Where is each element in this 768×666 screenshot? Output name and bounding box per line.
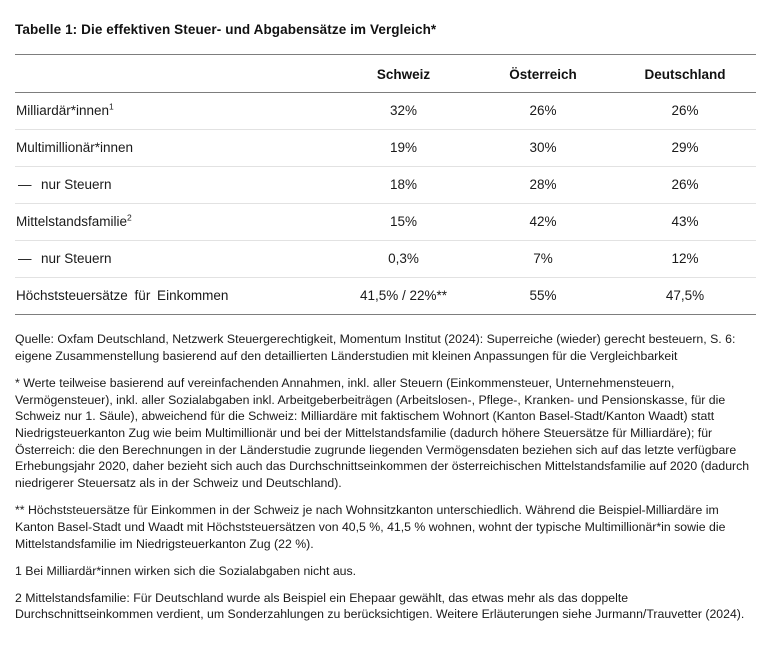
cell-austria: 7% <box>472 241 614 278</box>
footnote-marker: 2 <box>127 212 132 223</box>
row-label <box>15 241 335 278</box>
column-header-label <box>15 55 335 93</box>
cell-switzerland: 15% <box>335 204 472 241</box>
cell-germany: 29% <box>614 130 756 167</box>
note-double-asterisk: ** Höchststeuersätze für Einkommen in der Schweiz je nach Wohnsitzkanton unterschiedlich. Während die Beispiel-Milliardäre im Kanton Basel-Stadt und Waadt mit Höchststeuersätzen von 40,5 %, 41,5 % wohnen, wohnt der typische Multimillionär*in sowie die Mittelstandsfamilie im Niedrigsteuerkanton Zug (22 %). <box>15 503 726 551</box>
row-label-text: Mittelstandsfamilie <box>16 214 128 229</box>
table-row <box>15 204 756 241</box>
cell-switzerland: 19% <box>335 130 472 167</box>
cell-germany: 47,5% <box>614 278 756 315</box>
table-header-row <box>15 55 756 93</box>
column-header-germany: Deutschland <box>614 55 756 93</box>
row-label-text: nur Steuern <box>41 251 112 266</box>
footnote-marker: 1 <box>109 101 114 112</box>
row-label <box>15 93 335 130</box>
table-row <box>15 241 756 278</box>
table-row <box>15 278 756 315</box>
note-asterisk: * Werte teilweise basierend auf vereinfachenden Annahmen, inkl. aller Steuern (Einkommensteuer, Unternehmensteuern, Vermögensteuer), inkl. aller Sozialabgaben inkl. Arbeitgeberbeiträgen (Arbeitslosen-, Pflege-, Kranken- und Pensionskasse, für die Schweiz nur 1. Säule), abweichend für die Schweiz: Milliardäre mit faktischem Wohnort (Kanton Basel-Stadt/Kanton Waadt) statt Niedrigsteuerkanton Zug wie beim Multimillionär und bei der Mittelstandsfamilie (dadurch höhere Steuersätze für Milliardäre); für Österreich: die den Berechnungen in der Länderstudie zugrunde liegenden Vermögensdaten beziehen sich auf das letzte verfügbare Erhebungsjahr 2020, daher bezieht sich auch das Durchschnittseinkommen der österreichischen Mittelstandsfamilie auf 2020 (dadurch niedrigerer Steuersatz als in der Schweiz und Deutschland). <box>15 376 750 490</box>
cell-switzerland: 18% <box>335 167 472 204</box>
cell-austria: 42% <box>472 204 614 241</box>
row-label <box>15 167 335 204</box>
cell-austria: 30% <box>472 130 614 167</box>
table-row <box>15 93 756 130</box>
cell-austria: 28% <box>472 167 614 204</box>
cell-germany: 26% <box>614 167 756 204</box>
table-row <box>15 167 756 204</box>
cell-germany: 26% <box>614 93 756 130</box>
note-footnote-2: 2 Mittelstandsfamilie: Für Deutschland wurde als Beispiel ein Ehepaar gewählt, das etwas mehr als das doppelte Durchschnittseinkommen verdient, um Sonderzahlungen zu berücksichtigen. Weitere Erläuterungen siehe Jurmann/Trauvetter (2024). <box>15 590 745 622</box>
cell-austria: 26% <box>472 93 614 130</box>
cell-austria: 55% <box>472 278 614 315</box>
row-label <box>15 130 335 167</box>
note-source: Quelle: Oxfam Deutschland, Netzwerk Steuergerechtigkeit, Momentum Institut (2024): Superreiche (wieder) gerecht besteuern, S. 6: eigene Zusammenstellung basierend auf den detaillierten Länderstudien mit kleinen Anpassungen für die Vergleichbarkeit <box>15 332 736 363</box>
sub-row-dash-icon: — <box>18 177 32 192</box>
table-header <box>15 55 756 93</box>
column-header-switzerland: Schweiz <box>335 55 472 93</box>
row-label-text: Milliardär*innen <box>16 103 110 118</box>
table-row <box>15 130 756 167</box>
row-label <box>15 278 335 315</box>
cell-switzerland: 32% <box>335 93 472 130</box>
note-footnote-1: 1 Bei Milliardär*innen wirken sich die Sozialabgaben nicht aus. <box>15 564 357 579</box>
row-label-text: Höchststeuersätze für Einkommen <box>16 288 229 303</box>
table-body <box>15 93 756 315</box>
sub-row-dash-icon: — <box>18 251 32 266</box>
cell-germany: 12% <box>614 241 756 278</box>
cell-switzerland: 41,5% / 22%** <box>335 278 472 315</box>
cell-switzerland: 0,3% <box>335 241 472 278</box>
notes-section <box>15 315 753 623</box>
row-label-text: nur Steuern <box>41 177 112 192</box>
comparison-table <box>15 54 756 315</box>
cell-germany: 43% <box>614 204 756 241</box>
row-label <box>15 204 335 241</box>
column-header-austria: Österreich <box>472 55 614 93</box>
table-title: Tabelle 1: Die effektiven Steuer- und Abgabensätze im Vergleich* <box>15 22 437 37</box>
row-label-text: Multimillionär*innen <box>16 140 134 155</box>
